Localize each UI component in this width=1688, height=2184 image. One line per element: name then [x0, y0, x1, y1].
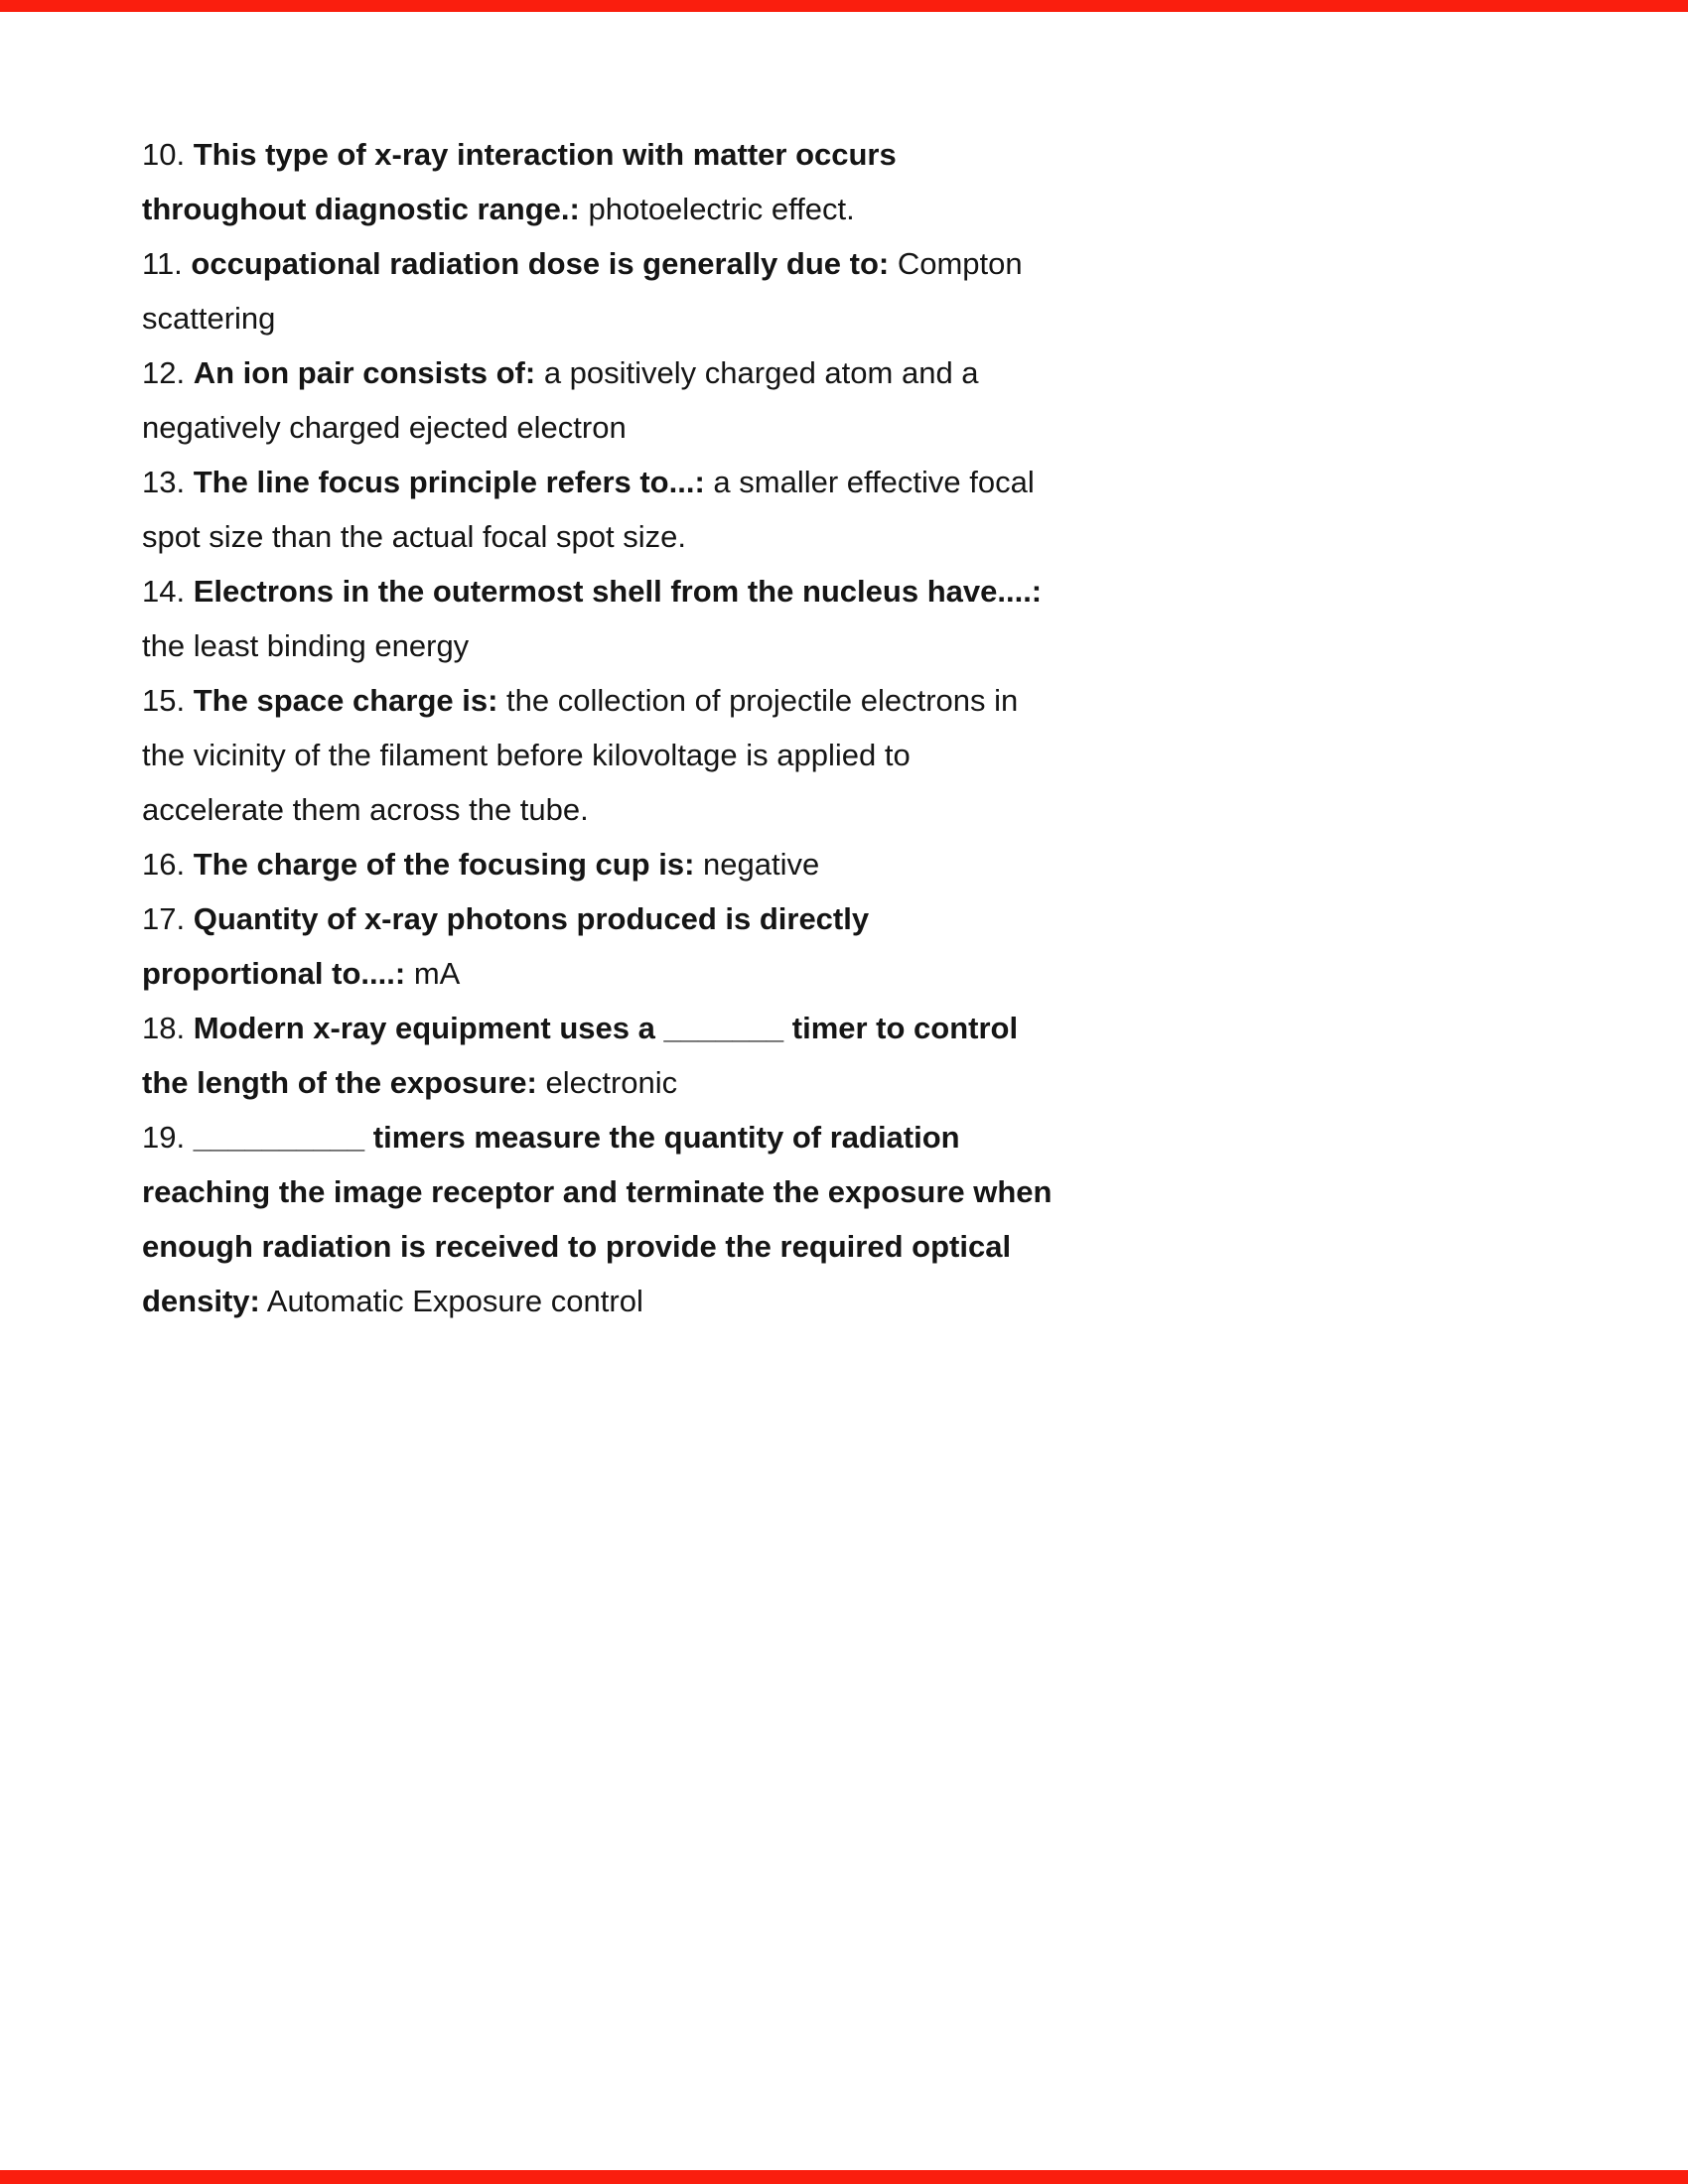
top-red-bar: [0, 0, 1688, 12]
item-number: 12.: [142, 355, 186, 390]
item-answer: the collection of projectile electrons in the vicinity of the filament before kilovoltage is applied to accelerate them across the tube.: [142, 683, 1019, 827]
item-number: 18.: [142, 1011, 186, 1045]
qa-item: [142, 837, 1057, 891]
qa-item: [142, 127, 1057, 236]
item-answer: mA: [413, 956, 461, 991]
item-number: 10.: [142, 137, 186, 172]
item-number: 11.: [142, 246, 183, 281]
item-question: occupational radiation dose is generally due to:: [191, 246, 890, 281]
qa-item: [142, 1001, 1057, 1110]
item-question: Modern x-ray equipment uses a _______ timer to control the length of the exposure:: [142, 1011, 1019, 1100]
item-question: The line focus principle refers to...:: [193, 465, 705, 499]
qa-item: [142, 455, 1057, 564]
item-number: 16.: [142, 847, 186, 882]
item-answer: a smaller effective focal spot size than the actual focal spot size.: [142, 465, 1035, 554]
item-question: An ion pair consists of:: [193, 355, 536, 390]
item-answer: Automatic Exposure control: [266, 1284, 643, 1318]
qa-list: [142, 127, 1057, 1328]
item-answer: Compton scattering: [142, 246, 1023, 336]
item-answer: electronic: [545, 1065, 678, 1100]
item-answer: photoelectric effect.: [588, 192, 855, 226]
item-question: Quantity of x-ray photons produced is directly proportional to....:: [142, 901, 870, 991]
qa-item: [142, 564, 1057, 673]
item-question: Electrons in the outermost shell from the nucleus have....:: [193, 574, 1043, 609]
qa-item: [142, 1110, 1057, 1328]
item-number: 17.: [142, 901, 186, 936]
item-question: The space charge is:: [193, 683, 498, 718]
item-question: __________ timers measure the quantity of radiation reaching the image receptor and terminate the exposure when enough radiation is received to provide the required optical density:: [142, 1120, 1053, 1318]
qa-item: [142, 673, 1057, 837]
item-question: This type of x-ray interaction with matter occurs throughout diagnostic range.:: [142, 137, 897, 226]
item-number: 15.: [142, 683, 186, 718]
item-answer: a positively charged atom and a negatively charged ejected electron: [142, 355, 979, 445]
qa-item: [142, 891, 1057, 1001]
item-question: The charge of the focusing cup is:: [193, 847, 695, 882]
qa-item: [142, 345, 1057, 455]
item-number: 13.: [142, 465, 186, 499]
item-answer: the least binding energy: [142, 628, 470, 663]
bottom-red-bar: [0, 2170, 1688, 2184]
item-number: 19.: [142, 1120, 186, 1155]
item-answer: negative: [703, 847, 820, 882]
qa-item: [142, 236, 1057, 345]
item-number: 14.: [142, 574, 186, 609]
